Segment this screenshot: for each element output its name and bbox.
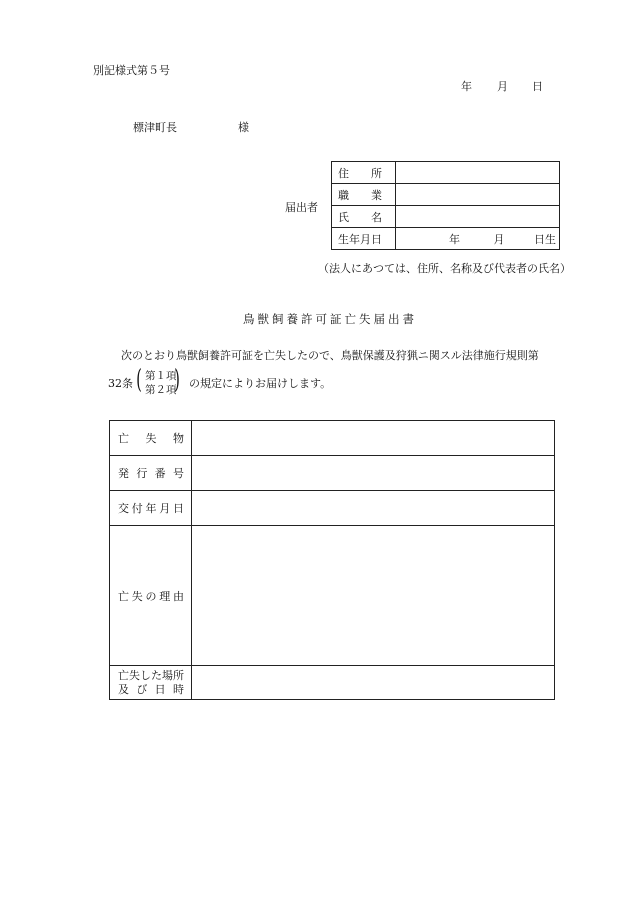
issue-number-row — [110, 456, 555, 491]
applicant-table — [331, 161, 560, 250]
loss-reason-label: 亡 失 の 理 由 — [110, 526, 192, 666]
loss-place-time-field[interactable] — [192, 666, 555, 700]
issue-number-field[interactable] — [192, 456, 555, 491]
right-bracket: ) — [174, 365, 180, 395]
issue-date-row — [110, 491, 555, 526]
address-label: 住 所 — [332, 162, 396, 184]
clause-1: 第１項 — [145, 370, 177, 382]
name-field[interactable] — [396, 206, 560, 228]
clause-2: 第２項 — [145, 384, 177, 396]
applicant-row-occupation — [332, 184, 560, 206]
date-month-label: 月 — [497, 80, 508, 93]
loss-reason-row — [110, 526, 555, 666]
birthdate-label: 生年月日 — [332, 228, 396, 250]
lost-item-row — [110, 421, 555, 456]
issue-date-label: 交 付 年 月 日 — [110, 491, 192, 526]
document-title: 鳥獣飼養許可証亡失届出書 — [243, 312, 417, 326]
article-number: 32条 — [108, 377, 133, 390]
loss-details-table — [109, 420, 555, 700]
occupation-field[interactable] — [396, 184, 560, 206]
loss-place-time-row — [110, 666, 555, 700]
date-year-label: 年 — [461, 80, 472, 93]
issue-date-field[interactable] — [192, 491, 555, 526]
birthdate-field[interactable]: 年 月 日生 — [396, 228, 560, 250]
applicant-row-birthdate — [332, 228, 560, 250]
form-number: 別記様式第５号 — [93, 64, 170, 77]
issue-number-label: 発 行 番 号 — [110, 456, 192, 491]
address-field[interactable] — [396, 162, 560, 184]
corporation-note: （法人にあつては、住所、名称及び代表者の氏名） — [318, 262, 571, 275]
name-label: 氏 名 — [332, 206, 396, 228]
body-text-line1: 次のとおり鳥獣飼養許可証を亡失したので、鳥獣保護及狩猟ニ関スル法律施行規則第 — [121, 349, 539, 362]
occupation-label: 職 業 — [332, 184, 396, 206]
left-bracket: ( — [136, 365, 142, 395]
body-text-rest: の規定によりお届けします。 — [189, 377, 332, 390]
addressee-honorific: 様 — [238, 121, 249, 134]
loss-reason-field[interactable] — [192, 526, 555, 666]
loss-place-time-label: 亡失した場所 及 び 日 時 — [110, 666, 192, 700]
lost-item-label: 亡 失 物 — [110, 421, 192, 456]
applicant-label: 届出者 — [285, 201, 318, 214]
applicant-row-name — [332, 206, 560, 228]
date-day-label: 日 — [532, 80, 543, 93]
lost-item-field[interactable] — [192, 421, 555, 456]
applicant-row-address — [332, 162, 560, 184]
addressee-name: 標津町長 — [133, 121, 177, 134]
